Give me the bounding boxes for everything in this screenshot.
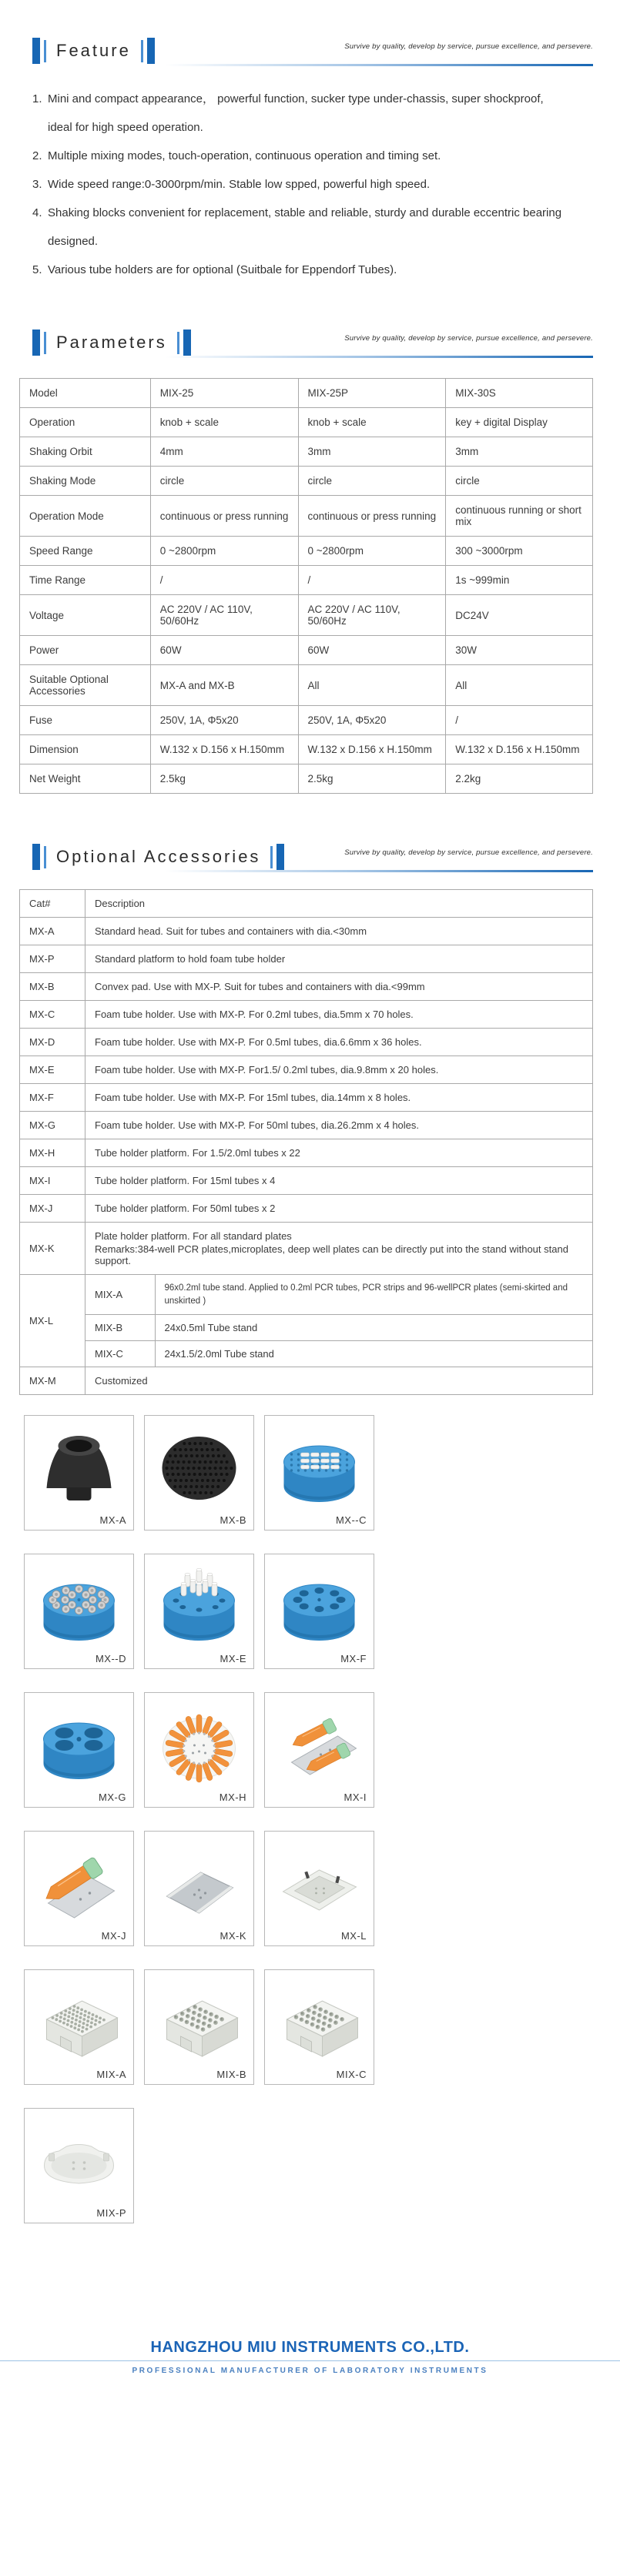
product-label: MX-K [220,1930,246,1942]
product-label: MX--C [335,1514,367,1527]
accessory-desc [85,1167,593,1195]
parameter-value: 0 ~2800rpm [298,537,446,566]
parameter-label: Shaking Mode [20,467,151,496]
product-card-MX-L [264,1831,374,1946]
parameter-value: All [298,665,446,706]
accessories-table [19,889,593,1395]
accessory-desc [85,1275,593,1367]
parameter-value: AC 220V / AC 110V, 50/60Hz [150,595,298,636]
accessory-cat: MX-I [20,1167,85,1195]
product-card-MX--D [24,1554,134,1669]
parameters-tagline: Survive by quality, develop by service, pursue excellence, and persevere. [344,334,593,343]
accessory-cat: MX-B [20,973,85,1001]
accessory-cat: MX-K [20,1223,85,1275]
feature-header [32,35,593,66]
accent-line-icon [44,332,46,354]
rack-2tubes-product-image [265,1693,374,1791]
product-label: MX-B [220,1514,246,1527]
product-label: MX-A [99,1514,126,1527]
parameter-value: 2.5kg [298,764,446,794]
accessory-desc [85,1112,593,1139]
accessories-header-row [20,890,593,918]
product-card-MX-H [144,1692,254,1808]
parameter-value: 30W [446,636,593,665]
parameter-value: All [446,665,593,706]
accent-bar-icon [276,844,284,870]
parameter-value: knob + scale [298,408,446,437]
accessories-title: Optional Accessories [56,847,261,866]
parameters-row [20,467,593,496]
product-card-MX-B [144,1415,254,1531]
accessory-desc-text: Foam tube holder. Use with MX-P. For1.5/ 0.2ml tubes, dia.9.8mm x 20 holes. [95,1064,439,1076]
accessory-desc-text: Standard head. Suit for tubes and containers with dia.<30mm [95,925,367,937]
accessories-row [20,973,593,1001]
parameter-label: Speed Range [20,537,151,566]
accessory-cat: MX-M [20,1367,85,1395]
accessory-desc [85,1029,593,1056]
accessory-desc [85,1367,593,1395]
product-label: MX-E [220,1653,246,1665]
accessory-desc [85,973,593,1001]
feature-item [32,199,564,256]
accessory-desc-text: Tube holder platform. For 1.5/2.0ml tubes x 22 [95,1147,300,1159]
feature-item-text: Wide speed range:0-3000rpm/min. Stable low spped, powerful high speed. [48,178,431,191]
accessory-desc [85,945,593,973]
metal-plate-product-image [145,1832,253,1930]
parameter-value: W.132 x D.156 x H.150mm [298,735,446,764]
feature-item-number: 4. [32,206,42,219]
parameter-label: Shaking Orbit [20,437,151,467]
parameters-header [32,327,593,358]
accessories-row [20,1195,593,1223]
accessory-sub-row [85,1275,592,1315]
parameter-value: continuous or press running [298,496,446,537]
parameter-label: Model [20,379,151,408]
feature-item-number: 5. [32,263,42,276]
accessory-desc-text: Foam tube holder. Use with MX-P. For 0.2ml tubes, dia.5mm x 70 holes. [95,1009,414,1020]
parameter-value: 60W [150,636,298,665]
parameter-label: Net Weight [20,764,151,794]
parameter-value: 300 ~3000rpm [446,537,593,566]
parameters-row [20,735,593,764]
product-card-MIX-A [24,1969,134,2085]
accessory-desc [85,1056,593,1084]
accessories-row [20,918,593,945]
parameters-title: Parameters [56,333,167,352]
accessory-cat: MX-J [20,1195,85,1223]
foam-pcr-product-image [265,1416,374,1514]
accessories-row [20,1001,593,1029]
accessory-cat: MX-E [20,1056,85,1084]
foam-8holes-product-image [265,1554,374,1653]
product-card-MIX-C [264,1969,374,2085]
accessory-cat: MX-P [20,945,85,973]
parameter-value: 2.5kg [150,764,298,794]
parameter-label: Fuse [20,706,151,735]
feature-item-text: Various tube holders are for optional (Suitbale for Eppendorf Tubes). [48,263,397,276]
accessory-cat: MX-L [20,1275,85,1367]
accessory-desc-text: Foam tube holder. Use with MX-P. For 50ml tubes, dia.26.2mm x 4 holes. [95,1119,420,1131]
parameter-value: knob + scale [150,408,298,437]
accent-bar-icon [32,38,40,64]
accessory-cat: MX-C [20,1001,85,1029]
parameter-value: circle [150,467,298,496]
foam-4holes-product-image [25,1693,133,1791]
feature-item-number: 3. [32,178,42,191]
accessory-desc-text: Plate holder platform. For all standard plates [95,1230,292,1242]
accessory-cat: MX-D [20,1029,85,1056]
feature-item-number: 2. [32,149,42,162]
accessory-sub-desc: 96x0.2ml tube stand. Applied to 0.2ml PCR tubes, PCR strips and 96-wellPCR plates (semi-skirted and unskirted ) [155,1275,592,1315]
foam-tubes-product-image [145,1554,253,1653]
product-card-MX-J [24,1831,134,1946]
accessories-row [20,945,593,973]
product-label: MX-H [219,1791,246,1804]
parameter-label: Dimension [20,735,151,764]
foam-caps-product-image [25,1554,133,1653]
parameter-value: 60W [298,636,446,665]
product-label: MX--D [95,1653,126,1665]
parameter-value: continuous or press running [150,496,298,537]
accessories-row [20,1367,593,1395]
rack-24-product-image [145,1970,253,2069]
product-card-MX-A [24,1415,134,1531]
parameter-value: MIX-25 [150,379,298,408]
parameter-value: 3mm [446,437,593,467]
parameters-row [20,764,593,794]
accessories-row [20,1112,593,1139]
accessory-cat: MX-G [20,1112,85,1139]
accessories-row [20,1139,593,1167]
accessory-cat: MX-H [20,1139,85,1167]
product-card-MX--C [264,1415,374,1531]
feature-item-text: Multiple mixing modes, touch-operation, continuous operation and timing set. [48,149,441,162]
feature-item [32,142,564,170]
accessories-tagline: Survive by quality, develop by service, pursue excellence, and persevere. [344,848,593,857]
parameters-table [19,378,593,794]
product-label: MX-I [344,1791,367,1804]
product-label: MX-L [340,1930,367,1942]
product-label: MX-G [99,1791,126,1804]
accessory-desc [85,1139,593,1167]
parameter-value: circle [446,467,593,496]
feature-item-text: Shaking blocks convenient for replacement, stable and reliable, sturdy and durable eccentric bearing designed. [48,206,562,248]
parameters-row [20,595,593,636]
accent-line-icon [44,846,46,868]
product-card-MX-I [264,1692,374,1808]
accessory-sub-cat: MIX-A [85,1275,155,1315]
parameter-value: 250V, 1A, Φ5x20 [150,706,298,735]
accessories-column-header: Cat# [20,890,85,918]
accessories-row [20,1056,593,1084]
accessory-desc [85,918,593,945]
product-label: MIX-B [216,2069,246,2081]
feature-list [32,85,593,284]
parameter-value: DC24V [446,595,593,636]
feature-item-number: 1. [32,92,42,105]
parameter-label: Time Range [20,566,151,595]
feature-item [32,170,564,199]
black-pad-product-image [145,1416,253,1514]
parameters-row [20,566,593,595]
parameter-value: 2.2kg [446,764,593,794]
parameter-value: 0 ~2800rpm [150,537,298,566]
accessory-desc [85,1195,593,1223]
accessory-desc [85,1084,593,1112]
parameter-label: Suitable Optional Accessories [20,665,151,706]
parameter-value: 1s ~999min [446,566,593,595]
parameter-value: AC 220V / AC 110V, 50/60Hz [298,595,446,636]
product-card-MIX-P [24,2108,134,2223]
accessory-desc-text: Tube holder platform. For 15ml tubes x 4 [95,1175,276,1186]
parameter-value: 3mm [298,437,446,467]
parameter-value: continuous running or short mix [446,496,593,537]
accessory-desc [85,1001,593,1029]
product-card-MX-F [264,1554,374,1669]
company-slogan: PROFESSIONAL MANUFACTURER OF LABORATORY INSTRUMENTS [132,2367,488,2376]
black-head-product-image [25,1416,133,1514]
parameter-value: W.132 x D.156 x H.150mm [446,735,593,764]
parameter-value: circle [298,467,446,496]
parameters-row [20,437,593,467]
footer-divider [0,2360,620,2361]
accessories-row [20,1029,593,1056]
accent-bar-icon [183,330,191,356]
accessory-desc-text: Tube holder platform. For 50ml tubes x 2 [95,1203,276,1214]
accessory-sub-cat: MIX-B [85,1315,155,1341]
accent-bar-icon [147,38,155,64]
accessory-desc-text: Foam tube holder. Use with MX-P. For 15ml tubes, dia.14mm x 8 holes. [95,1092,411,1103]
accessory-sub-row [85,1315,592,1341]
accent-bar-icon [32,844,40,870]
parameter-value: key + digital Display [446,408,593,437]
parameter-label: Power [20,636,151,665]
accessory-cat: MX-A [20,918,85,945]
rack-1tube-product-image [25,1832,133,1930]
parameters-row [20,496,593,537]
product-label: MX-J [101,1930,126,1942]
accessories-row [20,1084,593,1112]
accessories-header [32,841,593,872]
accent-line-icon [270,846,273,868]
parameter-value: / [446,706,593,735]
parameter-label: Operation Mode [20,496,151,537]
product-label: MX-F [340,1653,367,1665]
feature-item [32,85,564,142]
feature-title: Feature [56,41,131,60]
accessory-desc-text: Customized [95,1375,148,1387]
accent-line-icon [141,40,143,62]
accessories-row [20,1223,593,1275]
accessory-sub-cat: MIX-C [85,1341,155,1367]
accessory-desc-text: Standard platform to hold foam tube holder [95,953,286,965]
white-tray-product-image [265,1832,374,1930]
accessory-sub-desc: 24x1.5/2.0ml Tube stand [155,1341,592,1367]
accessory-remarks: Remarks:384-well PCR plates,microplates, deep well plates can be directly put into the stand without stand support. [95,1243,568,1266]
product-card-MX-K [144,1831,254,1946]
accessory-desc-text: Convex pad. Use with MX-P. Suit for tubes and containers with dia.<99mm [95,981,425,992]
accessories-row [20,1167,593,1195]
accessory-desc [85,1223,593,1275]
white-platform-product-image [25,2109,133,2207]
footer [0,2339,620,2375]
parameter-value: 4mm [150,437,298,467]
company-name: HANGZHOU MIU INSTRUMENTS CO.,LTD. [150,2339,470,2357]
product-card-MX-G [24,1692,134,1808]
product-card-MX-E [144,1554,254,1669]
rack-96-product-image [25,1970,133,2069]
accent-line-icon [177,332,179,354]
parameter-value: / [298,566,446,595]
parameter-value: / [150,566,298,595]
section-underline [166,356,593,358]
parameters-row [20,408,593,437]
parameter-value: 250V, 1A, Φ5x20 [298,706,446,735]
product-label: MIX-A [96,2069,126,2081]
rack-24-product-image [265,1970,374,2069]
feature-item [32,256,564,284]
accessories-column-header: Description [85,890,593,918]
accessory-cat: MX-F [20,1084,85,1112]
product-card-MIX-B [144,1969,254,2085]
parameter-value: W.132 x D.156 x H.150mm [150,735,298,764]
parameters-row [20,379,593,408]
section-underline [166,64,593,66]
accent-bar-icon [32,330,40,356]
parameter-value: MX-A and MX-B [150,665,298,706]
accessory-sub-table [85,1275,592,1367]
parameters-row [20,636,593,665]
product-label: MIX-P [96,2207,126,2220]
accessory-desc-text: Foam tube holder. Use with MX-P. For 0.5ml tubes, dia.6.6mm x 36 holes. [95,1036,422,1048]
parameter-value: MIX-25P [298,379,446,408]
product-label: MIX-C [336,2069,367,2081]
parameter-value: MIX-30S [446,379,593,408]
parameters-row [20,665,593,706]
orange-ring-product-image [145,1693,253,1791]
feature-item-text: Mini and compact appearance， powerful function, sucker type under-chassis, super shockproof, ideal for high speed operation. [48,92,544,134]
parameters-row [20,706,593,735]
accessory-sub-row [85,1341,592,1367]
product-gallery [24,1415,386,2223]
feature-tagline: Survive by quality, develop by service, pursue excellence, and persevere. [344,42,593,51]
parameters-row [20,537,593,566]
section-underline [166,870,593,872]
accent-line-icon [44,40,46,62]
parameter-label: Operation [20,408,151,437]
parameter-label: Voltage [20,595,151,636]
accessories-row [20,1275,593,1367]
accessory-sub-desc: 24x0.5ml Tube stand [155,1315,592,1341]
